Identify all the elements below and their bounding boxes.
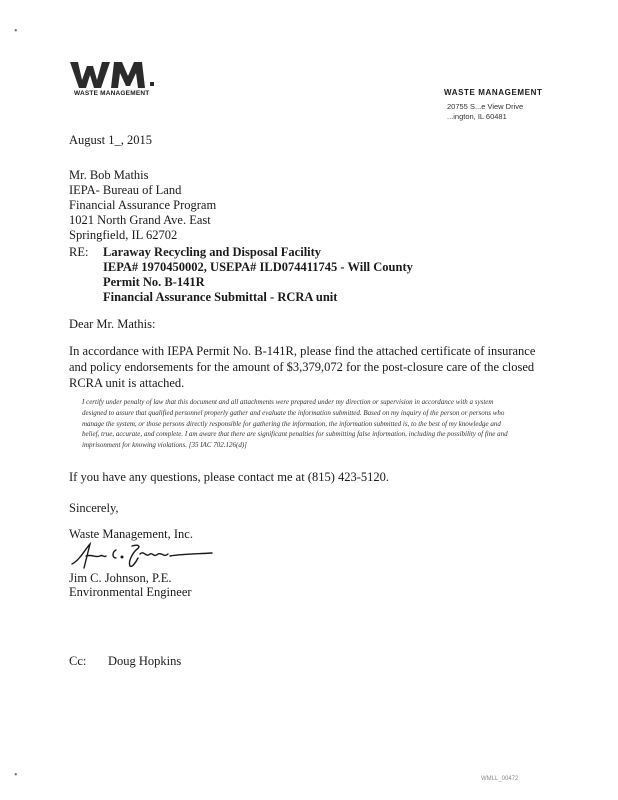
scan-mark-bottom: • <box>14 770 18 781</box>
re-line: IEPA# 1970450002, USEPA# ILD074411745 - Will County <box>103 260 413 274</box>
re-label: RE: <box>69 245 89 259</box>
certification-statement: I certify under penalty of law that this document and all attachments were prepared under my direction or supervision in accordance with a system designed to assure that qualified personnel properly gather and evaluate the information submitted. Based on my inquiry of the person or persons who manage the system, or those persons directly responsible for gathering the information, the information submitted is, to the best of my knowledge and belief, true, accurate, and complete. I am aware that there are significant penalties for submitting false information, including the possibility of fine and imprisonment for knowing violations. [35 IAC 702.126(d)] <box>82 398 508 450</box>
signatory-name: Jim C. Johnson, P.E. <box>69 571 172 585</box>
cc-name: Doug Hopkins <box>108 654 182 668</box>
questions-line: If you have any questions, please contact me at (815) 423-5120. <box>69 470 390 484</box>
recipient-line: IEPA- Bureau of Land <box>69 183 182 197</box>
address-line: ...ington, IL 60481 <box>447 112 507 121</box>
recipient-line: Financial Assurance Program <box>69 198 217 212</box>
cc-label: Cc: <box>69 654 87 668</box>
re-subject <box>103 245 413 305</box>
body-paragraph: In accordance with IEPA Permit No. B-141R, please find the attached certificate of insurance and policy endorsements for the amount of $3,379,072 for the post-closure care of the closed RCRA unit is attached. <box>69 344 536 390</box>
bates-stamp: WMLL_00472 <box>481 776 519 782</box>
address-line: 20755 S...e View Drive <box>447 102 524 111</box>
handwritten-signature <box>66 540 216 572</box>
scan-mark-top: • <box>14 26 18 37</box>
logo-caption: WASTE MANAGEMENT <box>74 90 150 97</box>
company-address <box>447 102 523 122</box>
letter-date: August 1_, 2015 <box>69 133 152 147</box>
salutation: Dear Mr. Mathis: <box>69 317 156 331</box>
recipient-line: Springfield, IL 62702 <box>69 228 178 242</box>
recipient-block <box>69 168 216 243</box>
signatory-title: Environmental Engineer <box>69 585 192 599</box>
recipient-line: Mr. Bob Mathis <box>69 168 149 182</box>
company-name: WASTE MANAGEMENT <box>444 88 543 97</box>
recipient-line: 1021 North Grand Ave. East <box>69 213 211 227</box>
signature-company: Waste Management, Inc. <box>69 527 193 541</box>
re-line: Laraway Recycling and Disposal Facility <box>103 245 322 259</box>
re-line: Financial Assurance Submittal - RCRA unit <box>103 290 338 304</box>
re-line: Permit No. B-141R <box>103 275 205 289</box>
closing: Sincerely, <box>69 501 119 515</box>
